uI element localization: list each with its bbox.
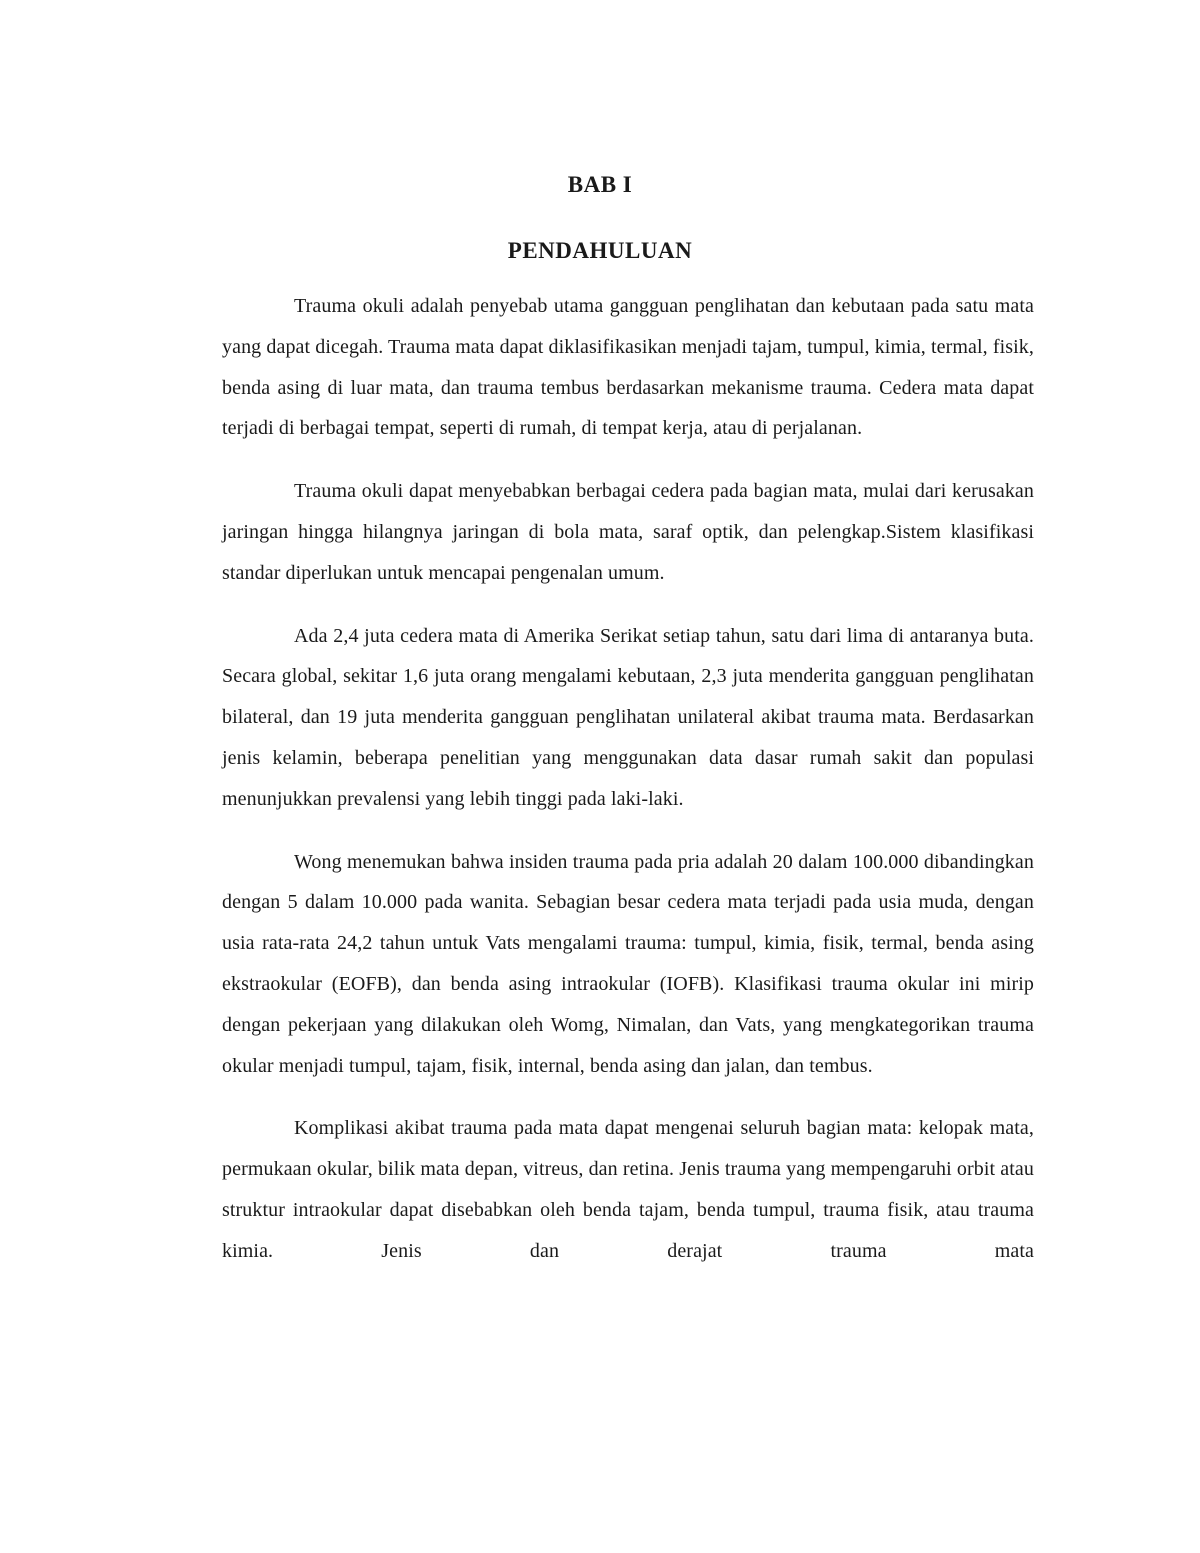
body-text — [222, 286, 1034, 1294]
paragraph: Ada 2,4 juta cedera mata di Amerika Serikat setiap tahun, satu dari lima di antaranya buta. Secara global, sekitar 1,6 juta orang mengalami kebutaan, 2,3 juta menderita gangguan penglihatan bilateral, dan 19 juta menderita gangguan penglihatan unilateral akibat trauma mata. Berdasarkan jenis kelamin, beberapa penelitian yang menggunakan data dasar rumah sakit dan populasi menunjukkan prevalensi yang lebih tinggi pada laki-laki. — [222, 624, 1034, 810]
paragraph: Komplikasi akibat trauma pada mata dapat mengenai seluruh bagian mata: kelopak mata, permukaan okular, bilik mata depan, vitreus, dan retina. Jenis trauma yang mempengaruhi orbit atau struktur intraokular dapat disebabkan oleh benda tajam, benda tumpul, trauma fisik, atau trauma kimia. Jenis dan derajat trauma mata — [222, 1117, 1034, 1262]
chapter-title: PENDAHULUAN — [507, 238, 693, 263]
chapter-heading: BAB I — [567, 172, 633, 197]
paragraph: Wong menemukan bahwa insiden trauma pada pria adalah 20 dalam 100.000 dibandingkan dengan 5 dalam 10.000 pada wanita. Sebagian besar cedera mata terjadi pada usia muda, dengan usia rata-rata 24,2 tahun untuk Vats mengalami trauma: tumpul, kimia, fisik, termal, benda asing ekstraokular (EOFB), dan benda asing intraokular (IOFB). Klasifikasi trauma okular ini mirip dengan pekerjaan yang dilakukan oleh Womg, Nimalan, dan Vats, yang mengkategorikan trauma okular menjadi tumpul, tajam, fisik, internal, benda asing dan jalan, dan tembus. — [222, 850, 1034, 1077]
paragraph: Trauma okuli adalah penyebab utama gangguan penglihatan dan kebutaan pada satu mata yang dapat dicegah. Trauma mata dapat diklasifikasikan menjadi tajam, tumpul, kimia, termal, fisik, benda asing di luar mata, dan trauma tembus berdasarkan mekanisme trauma. Cedera mata dapat terjadi di berbagai tempat, seperti di rumah, di tempat kerja, atau di perjalanan. — [222, 295, 1034, 440]
paragraph: Trauma okuli dapat menyebabkan berbagai cedera pada bagian mata, mulai dari kerusakan jaringan hingga hilangnya jaringan di bola mata, saraf optik, dan pelengkap.Sistem klasifikasi standar diperlukan untuk mencapai pengenalan umum. — [222, 480, 1034, 584]
